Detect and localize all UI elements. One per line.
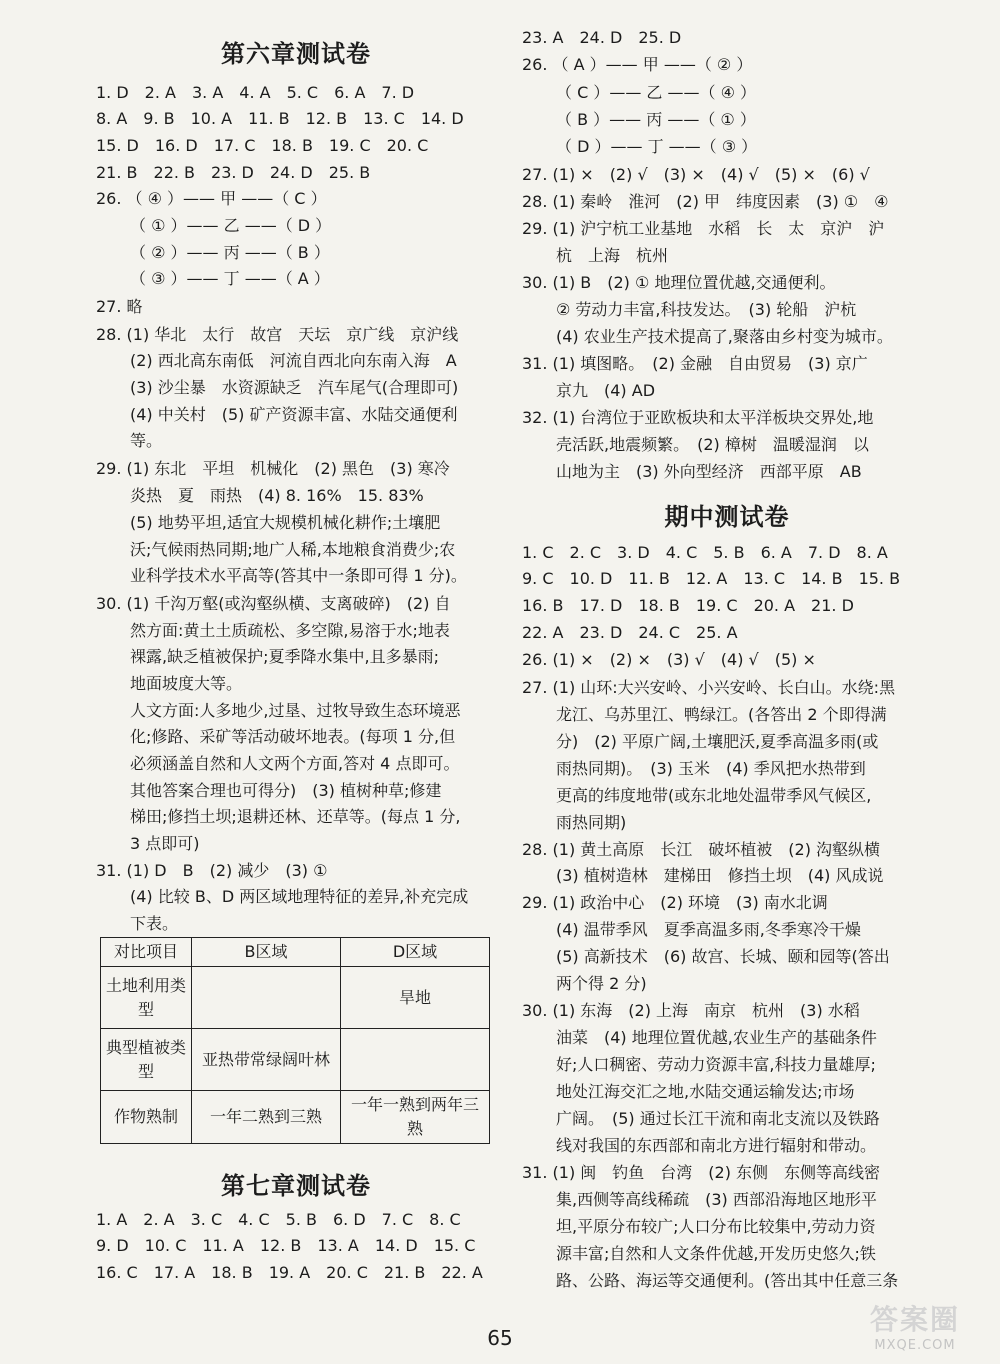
answer-line: 29. (1) 政治中心 (2) 环境 (3) 南水北调	[522, 893, 828, 912]
answer-line: 沃;气候雨热同期;地广人稀,本地粮食消费少;农	[130, 540, 456, 559]
page-number: 65	[487, 1326, 513, 1350]
answer-line: 炎热 夏 雨热 (4) 8. 16% 15. 83%	[130, 486, 424, 505]
answer-line: 9. C 10. D 11. B 12. A 13. C 14. B 15. B	[522, 569, 901, 588]
answer-line: 28. (1) 华北 太行 故宫 天坛 京广线 京沪线	[96, 325, 459, 344]
answer-line: 然方面:黄土土质疏松、多空隙,易溶于水;地表	[130, 621, 450, 640]
chapter7-title: 第七章测试卷	[221, 1172, 371, 1200]
watermark-logo	[840, 1298, 990, 1358]
table-cell: 亚热带常绿阔叶林	[192, 1029, 341, 1091]
answer-line: 1. C 2. C 3. D 4. C 5. B 6. A 7. D 8. A	[522, 543, 888, 562]
answer-line: 26. （ ④ ）—— 甲 ——（ C ）	[96, 189, 327, 208]
answer-line: （ B ）—— 丙 ——（ ① ）	[556, 110, 756, 129]
answer-line: 9. D 10. C 11. A 12. B 13. A 14. D 15. C	[96, 1236, 476, 1255]
table-cell: 土地利用类型	[101, 967, 192, 1029]
answer-line: 人文方面:人多地少,过垦、过牧导致生态环境恶	[130, 701, 461, 720]
answer-line: （ ③ ）—— 丁 ——（ A ）	[130, 269, 330, 288]
midterm-title: 期中测试卷	[664, 503, 790, 531]
table-cell: 典型植被类型	[101, 1029, 192, 1091]
answer-line: 8. A 9. B 10. A 11. B 12. B 13. C 14. D	[96, 109, 464, 128]
answer-line: （ ② ）—— 丙 ——（ B ）	[130, 243, 330, 262]
answer-line: 集,西侧等高线稀疏 (3) 西部沿海地区地形平	[556, 1190, 877, 1209]
answer-line: 京九 (4) AD	[556, 381, 656, 400]
answer-line: 3 点即可)	[130, 834, 200, 853]
answer-line: 山地为主 (3) 外向型经济 西部平原 AB	[556, 462, 862, 481]
answer-line: 两个得 2 分)	[556, 974, 647, 993]
answer-line: (5) 地势平坦,适宜大规模机械化耕作;土壤肥	[130, 513, 441, 532]
answer-line: 16. B 17. D 18. B 19. C 20. A 21. D	[522, 596, 854, 615]
answer-line: (4) 农业生产技术提高了,聚落由乡村变为城市。	[556, 327, 893, 346]
table-cell: 一年二熟到三熟	[192, 1091, 341, 1144]
answer-line: 更高的纬度地带(或东北地处温带季风气候区,	[556, 786, 872, 805]
answer-line: （ ① ）—— 乙 ——（ D ）	[130, 216, 332, 235]
answer-line: 壳活跃,地震频繁。 (2) 樟树 温暖湿润 以	[556, 435, 869, 454]
answer-line: 32. (1) 台湾位于亚欧板块和太平洋板块交界处,地	[522, 408, 874, 427]
table-header-cell: D区域	[341, 938, 490, 967]
answer-line: (4) 温带季风 夏季高温多雨,冬季寒冷干燥	[556, 920, 861, 939]
answer-line: 雨热同期)。 (3) 玉米 (4) 季风把水热带到	[556, 759, 866, 778]
answer-line: 26. （ A ）—— 甲 ——（ ② ）	[522, 55, 753, 74]
answer-line: (5) 高新技术 (6) 故宫、长城、颐和园等(答出	[556, 947, 890, 966]
table-header-cell: B区域	[192, 938, 341, 967]
answer-line: 必须涵盖自然和人文两个方面,答对 4 点即可。	[130, 754, 460, 773]
answer-line: 28. (1) 黄土高原 长江 破坏植被 (2) 沟壑纵横	[522, 840, 881, 859]
answer-line: 坦,平原分布较广;人口分布比较集中,劳动力资	[556, 1217, 876, 1236]
table-cell	[192, 967, 341, 1029]
answer-line: 27. (1) 山环:大兴安岭、小兴安岭、长白山。水绕:黑	[522, 678, 896, 697]
answer-line: 1. A 2. A 3. C 4. C 5. B 6. D 7. C 8. C	[96, 1210, 461, 1229]
answer-line: 29. (1) 东北 平坦 机械化 (2) 黑色 (3) 寒冷	[96, 459, 450, 478]
table-cell: 一年一熟到两年三熟	[341, 1091, 490, 1144]
answer-line: 雨热同期)	[556, 813, 627, 832]
answer-line: 15. D 16. D 17. C 18. B 19. C 20. C	[96, 136, 429, 155]
answer-line: (4) 中关村 (5) 矿产资源丰富、水陆交通便利	[130, 405, 458, 424]
table-row	[101, 1091, 490, 1144]
answer-line: 油菜 (4) 地理位置优越,农业生产的基础条件	[556, 1028, 877, 1047]
answer-line: 分) (2) 平原广阔,土壤肥沃,夏季高温多雨(或	[556, 732, 879, 751]
answer-line: 广阔。 (5) 通过长江干流和南北支流以及铁路	[556, 1109, 880, 1128]
answer-line: 31. (1) 填图略。 (2) 金融 自由贸易 (3) 京广	[522, 354, 868, 373]
table-cell	[341, 1029, 490, 1091]
answer-line: (4) 比较 B、D 两区域地理特征的差异,补充完成	[130, 887, 469, 906]
table-cell: 旱地	[341, 967, 490, 1029]
answer-line: 其他答案合理也可得分) (3) 植树种草;修建	[130, 781, 442, 800]
answer-line: 杭 上海 杭州	[556, 246, 669, 265]
answer-line: 31. (1) 闽 钓鱼 台湾 (2) 东侧 东侧等高线密	[522, 1163, 881, 1182]
table-row	[101, 938, 490, 967]
watermark-logo-text: 答案圈	[869, 1303, 960, 1336]
answer-line: 30. (1) 千沟万壑(或沟壑纵横、支离破碎) (2) 自	[96, 594, 451, 613]
answer-line: 28. (1) 秦岭 淮河 (2) 甲 纬度因素 (3) ① ④	[522, 192, 889, 211]
answer-line: （ C ）—— 乙 ——（ ④ ）	[556, 83, 757, 102]
table-header-cell: 对比项目	[101, 938, 192, 967]
comparison-table	[100, 937, 490, 1144]
answer-line: 源丰富;自然和人文条件优越,开发历史悠久;铁	[556, 1244, 876, 1263]
answer-line: 30. (1) B (2) ① 地理位置优越,交通便利。	[522, 273, 836, 292]
answer-line: 裸露,缺乏植被保护;夏季降水集中,且多暴雨;	[130, 647, 439, 666]
answer-line: 30. (1) 东海 (2) 上海 南京 杭州 (3) 水稻	[522, 1001, 860, 1020]
watermark-url: MXQE.COM	[874, 1338, 956, 1353]
chapter6-title: 第六章测试卷	[221, 40, 371, 68]
answer-line: 21. B 22. B 23. D 24. D 25. B	[96, 163, 371, 182]
answer-line: 龙江、乌苏里江、鸭绿江。(各答出 2 个即得满	[556, 705, 887, 724]
answer-line: 26. (1) × (2) × (3) √ (4) √ (5) ×	[522, 650, 816, 669]
answer-line: 等。	[130, 431, 163, 450]
table-row	[101, 1029, 490, 1091]
answer-line: 业科学技术水平高等(答其中一条即可得 1 分)。	[130, 566, 467, 585]
answer-line: 路、公路、海运等交通便利。(答出其中任意三条	[556, 1271, 899, 1290]
answer-line: (2) 西北高东南低 河流自西北向东南入海 A	[130, 351, 457, 370]
answer-line: 梯田;修挡土坝;退耕还林、还草等。(每点 1 分,	[130, 807, 461, 826]
answer-line: 23. A 24. D 25. D	[522, 28, 682, 47]
answer-line: （ D ）—— 丁 ——（ ③ ）	[556, 137, 758, 156]
answer-line: 31. (1) D B (2) 减少 (3) ①	[96, 861, 328, 880]
answer-line: (3) 沙尘暴 水资源缺乏 汽车尾气(合理即可)	[130, 378, 459, 397]
answer-line: 16. C 17. A 18. B 19. A 20. C 21. B 22. A	[96, 1263, 483, 1282]
answer-line: 22. A 23. D 24. C 25. A	[522, 623, 738, 642]
answer-line: 27. (1) × (2) √ (3) × (4) √ (5) × (6) √	[522, 165, 870, 184]
answer-line: 下表。	[130, 914, 179, 933]
answer-line: ② 劳动力丰富,科技发达。 (3) 轮船 沪杭	[556, 300, 857, 319]
answer-line: 27. 略	[96, 297, 143, 316]
answer-line: 化;修路、采矿等活动破坏地表。(每项 1 分,但	[130, 727, 456, 746]
answer-line: 线对我国的东西部和南北方进行辐射和带动。	[556, 1136, 877, 1155]
answer-line: 好;人口稠密、劳动力资源丰富,科技力量雄厚;	[556, 1055, 876, 1074]
answer-line: 29. (1) 沪宁杭工业基地 水稻 长 太 京沪 沪	[522, 219, 885, 238]
answer-line: 地处江海交汇之地,水陆交通运输发达;市场	[556, 1082, 855, 1101]
answer-line: 1. D 2. A 3. A 4. A 5. C 6. A 7. D	[96, 83, 415, 102]
table-cell: 作物熟制	[101, 1091, 192, 1144]
table-row	[101, 967, 490, 1029]
answer-line: 地面坡度大等。	[130, 674, 243, 693]
answer-line: (3) 植树造林 建梯田 修挡土坝 (4) 风成说	[556, 866, 884, 885]
